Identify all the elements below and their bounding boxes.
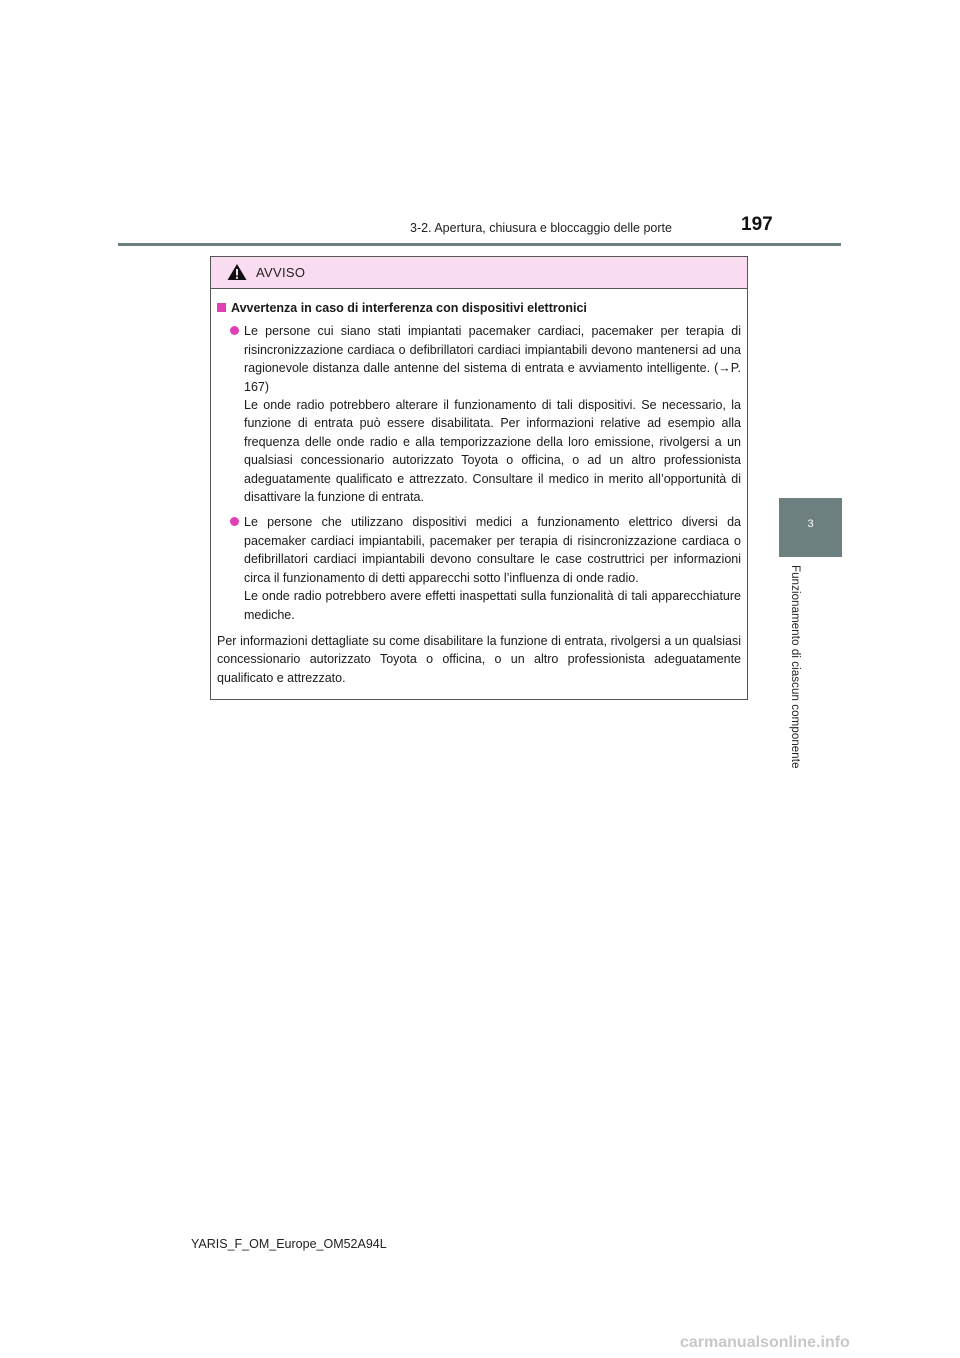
section-heading <box>217 299 741 317</box>
chapter-side-caption: Funzionamento di ciascun componente <box>789 565 801 769</box>
header-rule <box>118 243 841 246</box>
paragraph: Le onde radio potrebbero avere effetti inaspettati sulla funzionalità di tali apparecchiature mediche. <box>244 589 741 622</box>
round-bullet-icon <box>230 517 239 526</box>
section-heading-text: Avvertenza in caso di interferenza con dispositivi elettronici <box>231 301 587 315</box>
list-item <box>230 513 741 623</box>
warning-label: AVVISO <box>256 265 306 280</box>
paragraph: Le persone che utilizzano dispositivi medici a funzionamento elettrico diversi da pacemaker cardiaci impiantabili, pacemaker per terapia di risincronizzazione cardiaca o defibrillatori cardiaci impiantabili devono consultare le case costruttrici per informazioni circa il funzionamento di detti apparecchi sotto l’influenza di onde radio. <box>244 515 741 585</box>
page-number: 197 <box>741 214 773 235</box>
warning-body <box>211 289 747 687</box>
list-item-text <box>244 322 741 506</box>
warning-box <box>210 256 748 700</box>
chapter-side-tab <box>779 498 842 557</box>
header-section-title: 3-2. Apertura, chiusura e bloccaggio delle porte <box>410 221 672 235</box>
warning-triangle-icon <box>227 263 247 281</box>
warning-footnote: Per informazioni dettagliate su come disabilitare la funzione di entrata, rivolgersi a un qualsiasi concessionario autorizzato Toyota o officina, o un altro professionista adeguatamente qualificato e attrezzato. <box>217 633 741 685</box>
paragraph: Le persone cui siano stati impiantati pacemaker cardiaci, pacemaker per terapia di risincronizzazione cardiaca o defibrillatori cardiaci impiantabili devono mantenersi ad una ragionevole distanza dalle antenne del sistema di entrata e avviamento intelligente. (→P. 167) <box>244 324 741 394</box>
paragraph: Le onde radio potrebbero alterare il funzionamento di tali dispositivi. Se necessario, la funzione di entrata può essere disabilitata. Per informazioni relative ad esempio alla frequenza delle onde radio e alla temporizzazione della loro emissione, rivolgersi a un qualsiasi concessionario autorizzato Toyota o officina, o ad un altro professionista adeguatamente qualificato e attrezzato. Consultare il medico in merito all’opportunità di disattivare la funzione di entrata. <box>244 398 741 505</box>
list-item-text <box>244 513 741 623</box>
watermark: carmanualsonline.info <box>680 1334 850 1351</box>
round-bullet-icon <box>230 326 239 335</box>
document-id: YARIS_F_OM_Europe_OM52A94L <box>191 1237 387 1251</box>
square-bullet-icon <box>217 303 226 312</box>
chapter-number: 3 <box>807 518 814 530</box>
warning-header <box>211 257 747 289</box>
list-item <box>230 322 741 506</box>
